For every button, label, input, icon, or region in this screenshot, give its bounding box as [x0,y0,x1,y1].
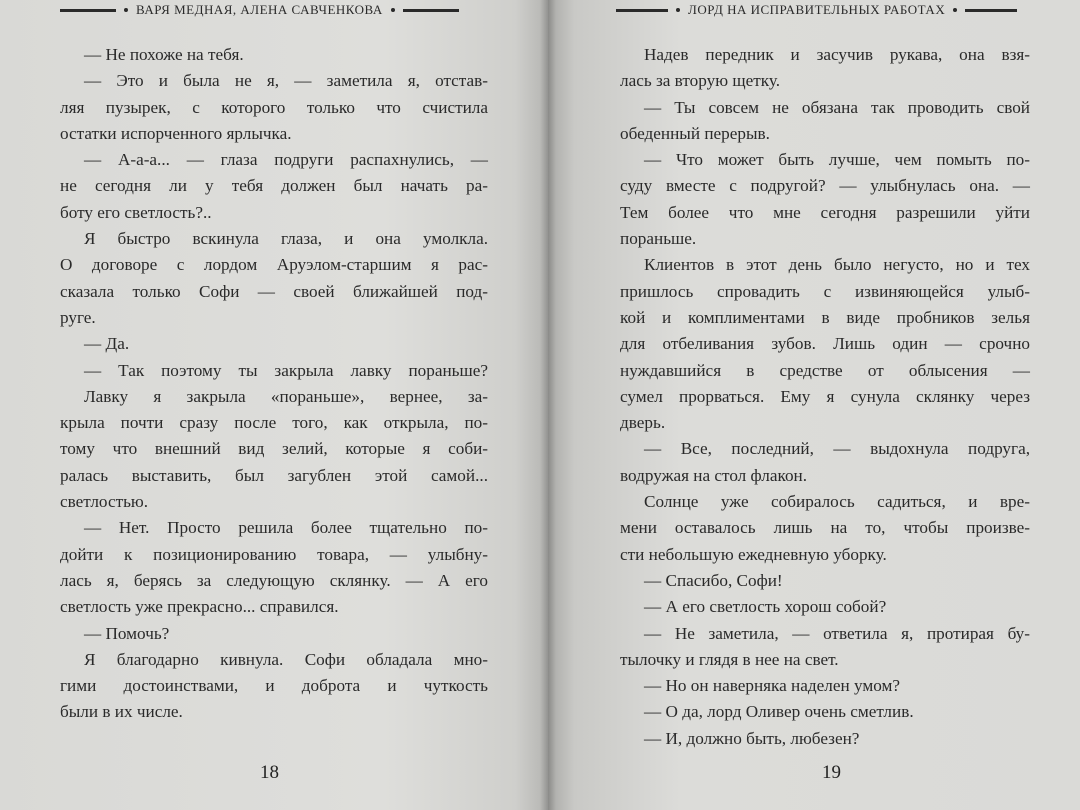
right-running-header [616,0,1017,20]
text-line: пришлось спровадить с извиняющейся улыб- [620,281,1030,301]
header-rule [616,9,668,12]
text-line: нуждавшийся в средстве от облысения — [620,360,1030,380]
text-line: суду вместе с подругой? — улыбнулась она. — [620,176,1030,196]
left-page-number: 18 [260,762,279,783]
text-line: мени оставалось лишь на то, чтобы произве- [620,518,1030,538]
text-line: — А-а-а... — глаза подруги распахнулись, — [84,150,488,170]
text-line: — Это и была не я, — заметила я, отстав- [84,71,488,91]
header-bullet [953,8,957,12]
text-line: — Спасибо, Софи! [644,570,783,590]
text-line: — Нет. Просто решила более тщательно по- [84,518,488,538]
text-line: остатки испорченного ярлычка. [60,123,292,143]
text-line: — Не заметила, — ответила я, протирая бу- [644,623,1030,643]
right-page-number: 19 [822,762,841,783]
text-line: Солнце уже собиралось садиться, и вре- [644,492,1030,512]
header-bullet [124,8,128,12]
text-line: — И, должно быть, любезен? [644,728,860,748]
left-header-text: ВАРЯ МЕДНАЯ, АЛЕНА САВЧЕНКОВА [136,2,383,17]
text-line: Клиентов в этот день было негусто, но и тех [644,255,1030,275]
left-running-header [60,0,459,20]
text-line: Надев передник и засучив рукава, она взя- [644,45,1030,64]
text-line: для отбеливания зубов. Лишь один — срочно [620,334,1030,354]
text-line: — Все, последний, — выдохнула подруга, [644,439,1030,459]
text-line: пораньше. [620,229,697,249]
right-page [548,0,1080,810]
text-line: дойти к позиционированию товара, — улыбну- [60,544,488,564]
text-line: Я благодарно кивнула. Софи обладала мно- [84,649,488,669]
text-line: были в их числе. [60,702,183,722]
right-header-text: ЛОРД НА ИСПРАВИТЕЛЬНЫХ РАБОТАХ [688,2,946,17]
text-line: крыла почти сразу после того, как открыла, по- [60,413,488,433]
text-line: Я быстро вскинула глаза, и она умолкла. [84,229,488,249]
text-line: — Что может быть лучше, чем помыть по- [644,150,1030,170]
text-line: обеденный перерыв. [620,123,770,143]
header-bullet [391,8,395,12]
text-line: — Но он наверняка наделен умом? [644,676,900,696]
text-line: Тем более что мне сегодня разрешили уйти [620,202,1030,222]
text-line: — Помочь? [84,623,170,643]
text-line: — О да, лорд Оливер очень сметлив. [644,702,914,722]
text-line: — Не похоже на тебя. [84,45,244,64]
header-rule [403,9,459,12]
text-line: не сегодня ли у тебя должен был начать ра- [60,176,488,196]
text-line: гими достоинствами, и доброта и чуткость [60,676,488,696]
text-line: сказала только Софи — своей ближайшей под- [60,281,488,301]
header-rule [60,9,116,12]
text-line: ралась выставить, был загублен этой самой... [60,465,488,485]
text-line: Лавку я закрыла «пораньше», вернее, за- [84,386,488,406]
text-line: водружая на стол флакон. [620,465,808,485]
text-line: сумел прорваться. Ему я сунула склянку через [620,386,1030,406]
text-line: светлостью. [60,492,149,512]
left-body-text [60,42,488,726]
text-line: тылочку и глядя в нее на свет. [620,649,839,669]
right-body-text [620,42,1030,752]
text-line: лась за вторую щетку. [620,71,780,91]
text-line: светлость уже прекрасно... справился. [60,597,339,617]
text-line: боту его светлость?.. [60,202,212,222]
text-line: тому что внешний вид зелий, которые я соби- [60,439,488,459]
text-line: — А его светлость хорош собой? [644,597,887,617]
text-line: сти небольшую ежедневную уборку. [620,544,887,564]
text-line: ляя пузырек, с которого только что счистила [60,97,488,117]
header-bullet [676,8,680,12]
text-line: кой и комплиментами в виде пробников зелья [620,307,1030,327]
text-line: руге. [60,307,96,327]
header-rule [965,9,1017,12]
text-line: — Да. [84,334,130,354]
text-line: лась я, берясь за следующую склянку. — А его [60,570,488,590]
text-line: дверь. [620,413,666,433]
text-line: — Ты совсем не обязана так проводить свой [644,97,1030,117]
text-line: О договоре с лордом Аруэлом-старшим я рас- [60,255,488,275]
text-line: — Так поэтому ты закрыла лавку пораньше? [84,360,488,380]
